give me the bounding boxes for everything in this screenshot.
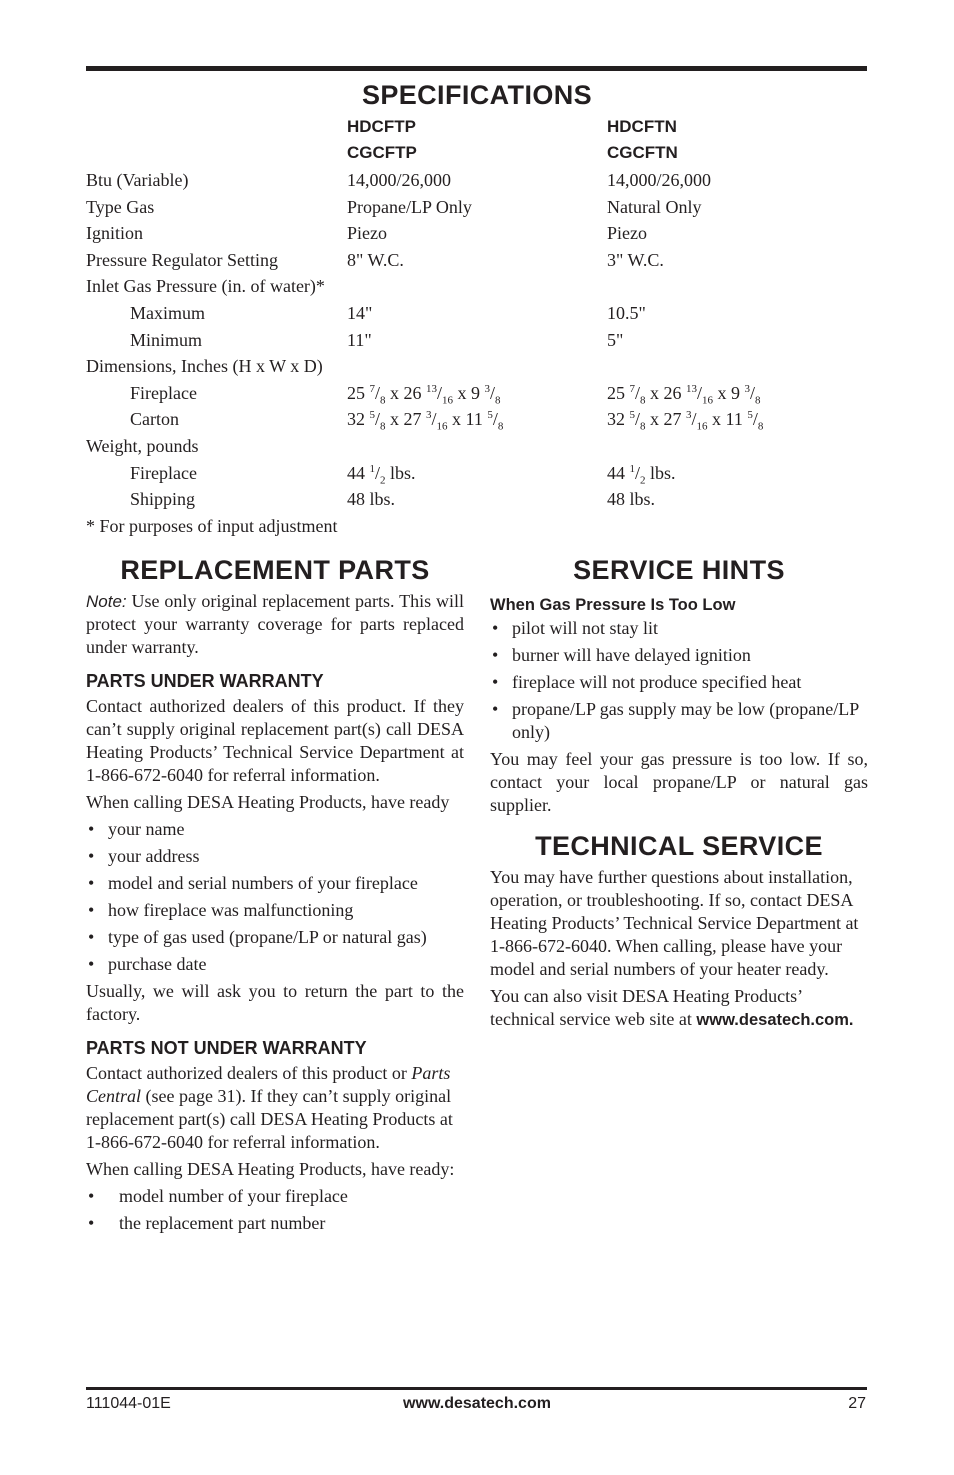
bullet-icon: • bbox=[88, 1213, 95, 1233]
parts-central-reference: Parts Central bbox=[86, 1063, 451, 1106]
bullet-icon: • bbox=[492, 699, 499, 719]
list-item: • the replacement part number bbox=[88, 1213, 326, 1233]
spec-row-maximum bbox=[86, 300, 867, 326]
bullet-icon: • bbox=[492, 672, 499, 692]
footer-website: www.desatech.com bbox=[403, 1395, 551, 1412]
spec-row-ignition bbox=[86, 220, 867, 246]
parts-under-warranty-heading: PARTS UNDER WARRANTY bbox=[86, 671, 324, 691]
spec-label: Shipping bbox=[130, 489, 196, 509]
spec-value-natural: 25 $^7/_8$ x 26 $^{13}/_{16}$ x 9 $^3/_8$ bbox=[607, 383, 761, 407]
list-item: • purchase date bbox=[88, 954, 207, 974]
spec-value-propane: 8" W.C. bbox=[347, 250, 404, 270]
list-item: • fireplace will not produce specified heat bbox=[492, 672, 802, 692]
bullet-icon: • bbox=[88, 927, 95, 947]
spec-value-propane: 32 $^5/_8$ x 27 $^3/_{16}$ x 11 $^5/_8$ bbox=[347, 409, 504, 433]
spec-value-natural: Piezo bbox=[607, 223, 647, 243]
spec-label: Fireplace bbox=[130, 383, 197, 403]
spec-value-natural: 3" W.C. bbox=[607, 250, 664, 270]
spec-label: Btu (Variable) bbox=[86, 170, 189, 190]
website-link[interactable]: www.desatech.com. bbox=[696, 1011, 854, 1029]
technical-service-title: TECHNICAL SERVICE bbox=[535, 831, 823, 861]
spec-row-dimensions bbox=[86, 353, 867, 379]
spec-row-regulator bbox=[86, 247, 867, 273]
bullet-icon: • bbox=[88, 846, 95, 866]
warranty-checklist bbox=[86, 818, 464, 976]
bullet-icon: • bbox=[88, 819, 95, 839]
spec-value-natural: Natural Only bbox=[607, 197, 702, 217]
bullet-icon: • bbox=[88, 900, 95, 920]
spec-row-dim-fireplace bbox=[86, 380, 867, 406]
spec-label: Dimensions, Inches (H x W x D) bbox=[86, 356, 323, 376]
warranty-have-ready: When calling DESA Heating Products, have ready bbox=[86, 792, 450, 812]
page-number: 27 bbox=[848, 1395, 866, 1412]
list-item: • burner will have delayed ignition bbox=[492, 645, 751, 665]
low-pressure-symptoms bbox=[490, 617, 868, 744]
spec-value-propane: 11" bbox=[347, 330, 372, 350]
model-header-natural-1: HDCFTN bbox=[607, 117, 677, 136]
spec-row-minimum bbox=[86, 327, 867, 353]
service-hints-title: SERVICE HINTS bbox=[573, 555, 785, 585]
spec-value-propane: 14" bbox=[347, 303, 373, 323]
list-item: • model number of your fireplace bbox=[88, 1186, 348, 1206]
model-header-natural-2: CGCFTN bbox=[607, 143, 678, 162]
specifications-title: SPECIFICATIONS bbox=[361, 80, 593, 110]
list-item: • your name bbox=[88, 819, 185, 839]
not-warranty-have-ready: When calling DESA Heating Products, have ready: bbox=[86, 1159, 455, 1179]
spec-value-natural: 44 $^1/_2$ lbs. bbox=[607, 463, 676, 487]
spec-row-weight bbox=[86, 433, 867, 459]
bullet-icon: • bbox=[88, 873, 95, 893]
list-item: • your address bbox=[88, 846, 200, 866]
list-item: • model and serial numbers of your fireplace bbox=[88, 873, 418, 893]
bottom-rule bbox=[86, 1387, 867, 1390]
spec-row-btu bbox=[86, 167, 867, 193]
replacement-parts-title: REPLACEMENT PARTS bbox=[120, 555, 430, 585]
document-number: 111044-01E bbox=[86, 1395, 171, 1412]
spec-label: Fireplace bbox=[130, 463, 197, 483]
warranty-paragraph: Contact authorized dealers of this product. If they can’t supply original replacement part(s) call DESA Heating Products’ Technical Service Department at 1-866-672-6040 for referral information. bbox=[86, 696, 464, 785]
footnote-text: * For purposes of input adjustment bbox=[86, 516, 338, 536]
spec-label: Ignition bbox=[86, 223, 143, 243]
note-label: Note: bbox=[86, 592, 127, 611]
spec-label: Type Gas bbox=[86, 197, 155, 217]
spec-label: Pressure Regulator Setting bbox=[86, 250, 278, 270]
spec-label: Minimum bbox=[130, 330, 203, 350]
spec-footnote bbox=[86, 513, 867, 539]
spec-row-shipping bbox=[86, 486, 867, 512]
spec-value-propane: Propane/LP Only bbox=[347, 197, 472, 217]
spec-label: Maximum bbox=[130, 303, 205, 323]
technical-service-paragraph: You may have further questions about installation, operation, or troubleshooting. If so, contact DESA Heating Products’ Technical Service Department at 1-866-672-6040. When calling, please have your model and serial numbers of your heater ready. bbox=[490, 867, 859, 979]
spec-row-weight-fireplace bbox=[86, 460, 867, 486]
spec-value-propane: 44 $^1/_2$ lbs. bbox=[347, 463, 416, 487]
spec-value-natural: 32 $^5/_8$ x 27 $^3/_{16}$ x 11 $^5/_8$ bbox=[607, 409, 764, 433]
spec-label: Weight, pounds bbox=[86, 436, 199, 456]
service-hints-section bbox=[490, 555, 868, 1036]
list-item: • pilot will not stay lit bbox=[492, 618, 659, 638]
spec-value-propane: 48 lbs. bbox=[347, 489, 396, 509]
model-header-propane-1: HDCFTP bbox=[347, 117, 416, 136]
not-warranty-paragraph: Contact authorized dealers of this product or Parts Central (see page 31). If they can’t supply original replacement part(s) call DESA Heating Products at 1-866-672-6040 for referral information. bbox=[86, 1063, 453, 1152]
spec-label: Carton bbox=[130, 409, 179, 429]
replacement-parts-section bbox=[86, 555, 464, 1239]
spec-value-natural: 48 lbs. bbox=[607, 489, 656, 509]
low-pressure-subheading: When Gas Pressure Is Too Low bbox=[490, 596, 736, 614]
replacement-note bbox=[86, 590, 464, 659]
bullet-icon: • bbox=[492, 618, 499, 638]
list-item: • propane/LP gas supply may be low (propane/LP only) bbox=[492, 699, 859, 742]
spec-row-dim-carton bbox=[86, 406, 867, 432]
spec-value-propane: 14,000/26,000 bbox=[347, 170, 452, 190]
model-header-propane-2: CGCFTP bbox=[347, 143, 417, 162]
spec-value-propane: 25 $^7/_8$ x 26 $^{13}/_{16}$ x 9 $^3/_8$ bbox=[347, 383, 501, 407]
note-text: Use only original replacement parts. This will protect your warranty coverage for parts replaced under warranty. bbox=[86, 591, 465, 657]
spec-value-natural: 5" bbox=[607, 330, 624, 350]
technical-service-website-paragraph: You can also visit DESA Heating Products’ technical service web site at www.desatech.com. bbox=[490, 986, 854, 1029]
list-item: • how fireplace was malfunctioning bbox=[88, 900, 354, 920]
return-part-paragraph: Usually, we will ask you to return the part to the factory. bbox=[86, 981, 464, 1024]
spec-value-propane: Piezo bbox=[347, 223, 387, 243]
bullet-icon: • bbox=[88, 1186, 95, 1206]
spec-value-natural: 10.5" bbox=[607, 303, 646, 323]
bullet-icon: • bbox=[492, 645, 499, 665]
parts-not-under-warranty-heading: PARTS NOT UNDER WARRANTY bbox=[86, 1038, 367, 1058]
spec-value-natural: 14,000/26,000 bbox=[607, 170, 712, 190]
spec-row-type-gas bbox=[86, 194, 867, 220]
bullet-icon: • bbox=[88, 954, 95, 974]
list-item: • type of gas used (propane/LP or natural gas) bbox=[88, 927, 427, 947]
spec-header-row-1 bbox=[86, 114, 867, 140]
top-rule bbox=[86, 66, 867, 71]
low-pressure-paragraph: You may feel your gas pressure is too low. If so, contact your local propane/LP or natural gas supplier. bbox=[490, 749, 868, 815]
spec-header-row-2 bbox=[86, 140, 867, 166]
spec-row-inlet-pressure bbox=[86, 273, 867, 299]
spec-label: Inlet Gas Pressure (in. of water)* bbox=[86, 276, 325, 296]
not-warranty-checklist bbox=[86, 1185, 464, 1235]
